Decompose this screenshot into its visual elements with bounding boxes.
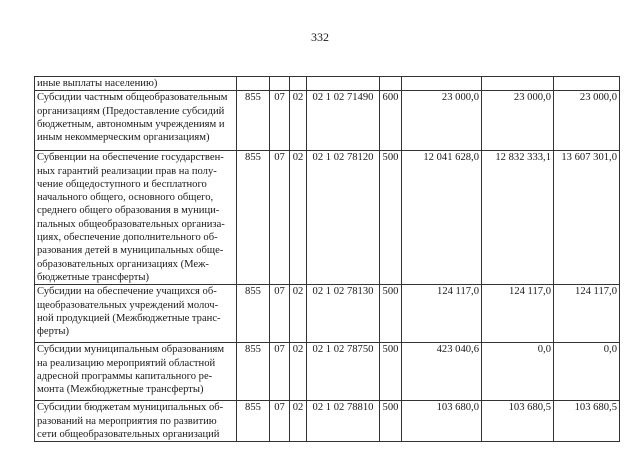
table-row	[35, 401, 620, 442]
amount-year3-cell	[554, 77, 620, 91]
department-code-cell: 855	[237, 285, 270, 343]
description-line: ной продукцией (Межбюджетные транс-	[37, 312, 221, 324]
department-code-cell: 855	[237, 91, 270, 151]
table-row	[35, 151, 620, 285]
amount-year1-cell: 103 680,0	[402, 401, 482, 442]
description-line: иные выплаты населению)	[37, 78, 158, 89]
amount-year1-cell: 12 041 628,0	[402, 151, 482, 285]
description-line: Субсидии бюджетам муниципальных об-	[37, 402, 224, 414]
amount-year2-cell: 23 000,0	[482, 91, 554, 151]
amount-year2-cell: 0,0	[482, 343, 554, 401]
description-line: организациям (Предоставление субсидий	[37, 105, 225, 117]
description-line: бюджетным, автономным учреждениям и	[37, 118, 225, 130]
table-row	[35, 77, 620, 91]
description-line: пальных общеобразовательных организа-	[37, 218, 225, 230]
target-article-code-cell: 02 1 02 78750	[307, 343, 380, 401]
amount-year3-cell: 13 607 301,0	[554, 151, 620, 285]
section-code-cell: 07	[270, 151, 290, 285]
amount-year3-cell: 0,0	[554, 343, 620, 401]
table-row	[35, 91, 620, 151]
expense-type-code-cell: 500	[380, 343, 402, 401]
section-code-cell: 07	[270, 343, 290, 401]
description-line: бюджетные трансферты)	[37, 271, 150, 283]
description-line: монта (Межбюджетные трансферты)	[37, 384, 204, 396]
description-line: Субсидии частным общеобразовательным	[37, 92, 228, 104]
section-code-cell: 07	[270, 91, 290, 151]
target-article-code-cell: 02 1 02 78120	[307, 151, 380, 285]
amount-year3-cell: 124 117,0	[554, 285, 620, 343]
expense-type-code-cell: 600	[380, 91, 402, 151]
description-line: среднего общего образования в муници-	[37, 205, 220, 217]
description-cell	[35, 151, 237, 285]
section-code-cell: 07	[270, 401, 290, 442]
description-line: чение общедоступного и бесплатного	[37, 178, 207, 190]
expense-type-code-cell: 500	[380, 151, 402, 285]
description-line: циях, обеспечение дополнительного об-	[37, 232, 218, 244]
department-code-cell: 855	[237, 343, 270, 401]
amount-year1-cell: 23 000,0	[402, 91, 482, 151]
description-line: Субвенции на обеспечение государствен-	[37, 152, 224, 164]
description-line: ных гарантий реализации прав на полу-	[37, 165, 217, 177]
description-line: начального общего, основного общего,	[37, 192, 214, 204]
table-row	[35, 343, 620, 401]
description-line: разования детей в муниципальных обще-	[37, 245, 224, 257]
description-cell	[35, 343, 237, 401]
expense-type-code-cell	[380, 77, 402, 91]
table-row	[35, 285, 620, 343]
table-body	[35, 77, 620, 442]
description-line: на реализацию мероприятий областной	[37, 357, 216, 369]
section-code-cell	[270, 77, 290, 91]
amount-year3-cell: 23 000,0	[554, 91, 620, 151]
expense-type-code-cell: 500	[380, 285, 402, 343]
description-cell	[35, 77, 237, 91]
target-article-code-cell: 02 1 02 78130	[307, 285, 380, 343]
section-code-cell: 07	[270, 285, 290, 343]
description-cell	[35, 285, 237, 343]
description-line: иным некоммерческим организациям)	[37, 132, 210, 144]
description-line: образовательных организациях (Меж-	[37, 258, 209, 270]
target-article-code-cell	[307, 77, 380, 91]
target-article-code-cell: 02 1 02 71490	[307, 91, 380, 151]
description-cell	[35, 401, 237, 442]
budget-table	[34, 76, 620, 442]
description-cell	[35, 91, 237, 151]
target-article-code-cell: 02 1 02 78810	[307, 401, 380, 442]
description-line: разований на мероприятия по развитию	[37, 415, 217, 427]
description-line: щеобразовательных учреждений молоч-	[37, 299, 219, 311]
subsection-code-cell	[290, 77, 307, 91]
amount-year1-cell: 423 040,6	[402, 343, 482, 401]
subsection-code-cell: 02	[290, 91, 307, 151]
amount-year2-cell: 124 117,0	[482, 285, 554, 343]
department-code-cell: 855	[237, 151, 270, 285]
department-code-cell: 855	[237, 401, 270, 442]
subsection-code-cell: 02	[290, 151, 307, 285]
amount-year2-cell: 12 832 333,1	[482, 151, 554, 285]
department-code-cell	[237, 77, 270, 91]
amount-year2-cell	[482, 77, 554, 91]
amount-year3-cell: 103 680,5	[554, 401, 620, 442]
amount-year2-cell: 103 680,5	[482, 401, 554, 442]
description-line: Субсидии на обеспечение учащихся об-	[37, 286, 217, 298]
amount-year1-cell	[402, 77, 482, 91]
description-line: Субсидии муниципальным образованиям	[37, 344, 225, 356]
expense-type-code-cell: 500	[380, 401, 402, 442]
subsection-code-cell: 02	[290, 343, 307, 401]
description-line: ферты)	[37, 326, 69, 338]
description-line: адресной программы капитального ре-	[37, 370, 213, 382]
subsection-code-cell: 02	[290, 285, 307, 343]
page-number: 332	[311, 30, 329, 44]
description-line: сети общеобразовательных организаций	[37, 428, 220, 440]
amount-year1-cell: 124 117,0	[402, 285, 482, 343]
subsection-code-cell: 02	[290, 401, 307, 442]
